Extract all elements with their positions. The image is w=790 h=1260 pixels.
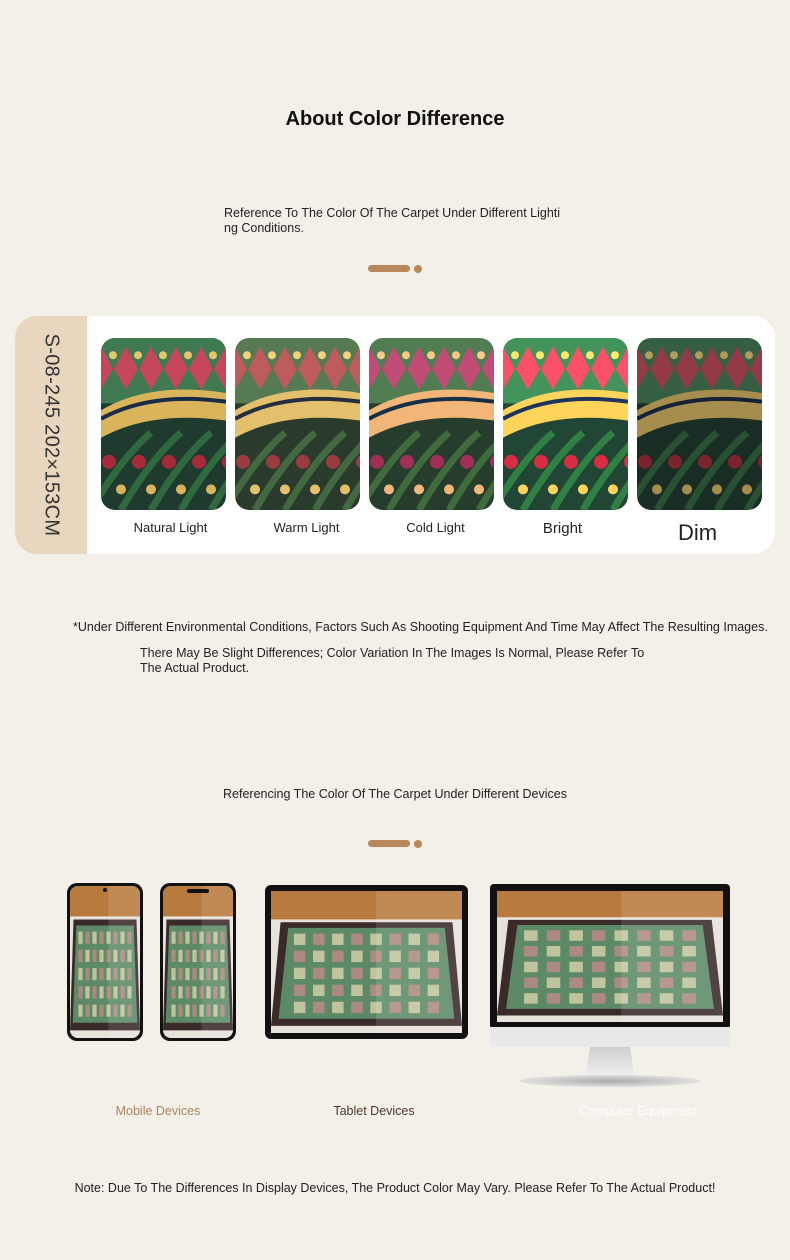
display-device-note: Note: Due To The Differences In Display Devices, The Product Color May Vary. Please Refer To The Actual Product! bbox=[74, 1181, 716, 1195]
phone-screen-right bbox=[163, 886, 233, 1038]
phone-notch bbox=[187, 889, 209, 893]
label-computer-equipment: Computer Equipment bbox=[578, 1104, 698, 1118]
tablet-screen bbox=[271, 891, 462, 1033]
section-divider bbox=[368, 265, 424, 273]
lighting-subtitle-line1: Reference To The Color Of The Carpet Under Different Lighti bbox=[224, 206, 561, 220]
variation-note-line2: The Actual Product. bbox=[140, 661, 250, 675]
swatch-label-cold-light: Cold Light bbox=[406, 520, 465, 535]
swatch-label-warm-light: Warm Light bbox=[273, 520, 340, 535]
environment-note: *Under Different Environmental Conditions, Factors Such As Shooting Equipment And Time May Affect The Resulting Images. bbox=[73, 620, 768, 634]
divider-dot bbox=[414, 840, 422, 848]
monitor-screen bbox=[497, 891, 723, 1022]
variation-note bbox=[140, 646, 660, 676]
variation-note-line1: There May Be Slight Differences; Color Variation In The Images Is Normal, Please Refer To bbox=[140, 646, 645, 660]
swatch-natural-light bbox=[101, 338, 226, 510]
tablet-device bbox=[265, 885, 468, 1039]
phone-screen-left bbox=[70, 886, 140, 1038]
lighting-subtitle bbox=[224, 206, 569, 236]
computer-monitor bbox=[490, 884, 730, 1029]
phone-device-left bbox=[67, 883, 143, 1041]
label-tablet-devices: Tablet Devices bbox=[333, 1104, 415, 1118]
monitor-base bbox=[520, 1075, 700, 1087]
swatch-label-bright: Bright bbox=[542, 520, 583, 537]
swatch-warm-light bbox=[235, 338, 360, 510]
divider-bar bbox=[368, 265, 410, 272]
lighting-comparison-card bbox=[15, 316, 775, 554]
sku-text: S-08-245 202×153CM bbox=[40, 333, 63, 537]
swatch-label-natural-light: Natural Light bbox=[133, 520, 208, 535]
page-title: About Color Difference bbox=[285, 108, 505, 130]
devices-divider bbox=[368, 840, 424, 848]
divider-bar bbox=[368, 840, 410, 847]
sku-panel bbox=[15, 316, 87, 554]
swatch-dim bbox=[637, 338, 762, 510]
monitor-chin bbox=[490, 1027, 730, 1047]
divider-dot bbox=[414, 265, 422, 273]
swatch-bright bbox=[503, 338, 628, 510]
lighting-subtitle-line2: ng Conditions. bbox=[224, 221, 304, 235]
phone-device-right bbox=[160, 883, 236, 1041]
label-mobile-devices: Mobile Devices bbox=[115, 1104, 201, 1118]
devices-subtitle: Referencing The Color Of The Carpet Under Different Devices bbox=[223, 787, 567, 801]
swatch-cold-light bbox=[369, 338, 494, 510]
camera-dot bbox=[103, 888, 107, 892]
swatch-label-dim: Dim bbox=[677, 520, 718, 545]
